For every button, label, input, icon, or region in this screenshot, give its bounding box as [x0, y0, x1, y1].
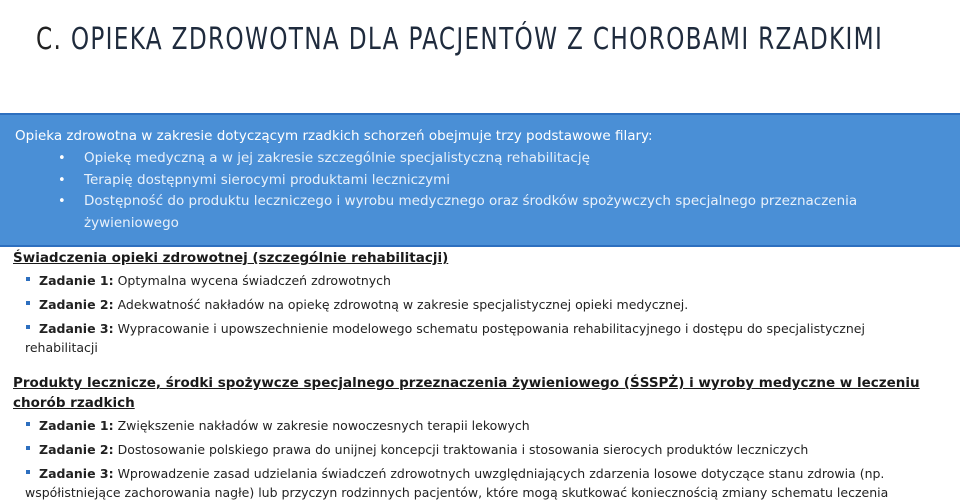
pillar-text: Terapię dostępnymi sierocymi produktami leczniczymi: [84, 171, 451, 188]
list-item: [26, 295, 865, 314]
task-text: Optymalna wycena świadczeń zdrowotnych: [113, 273, 391, 288]
square-bullet-icon: [26, 422, 30, 426]
task-text: Wprowadzenie zasad udzielania świadczeń zdrowotnych uwzględniających zdarzenia losowe dotyczące stanu zdrowia (np.: [113, 466, 885, 481]
heading-line: chorób rzadkich: [13, 395, 135, 411]
square-bullet-icon: [26, 325, 30, 329]
task-text-cont: współistniejące zachorowania nagłe) lub przyczyn rodzinnych pacjentów, które mogą skutkować koniecznością zmiany schematu leczenia: [25, 485, 889, 500]
heading-line: Produkty lecznicze, środki spożywcze specjalnego przeznaczenia żywieniowego (ŚSSPŻ) i wyroby medyczne w leczeniu: [13, 375, 920, 391]
task-text: Zwiększenie nakładów w zakresie nowoczesnych terapii lekowych: [113, 418, 530, 433]
bullet-icon: •: [58, 172, 66, 188]
list-item: [26, 440, 888, 459]
products-task-list: [26, 416, 888, 502]
task-label: Zadanie 3:: [39, 321, 114, 336]
task-label: Zadanie 1:: [39, 418, 114, 433]
square-bullet-icon: [26, 446, 30, 450]
services-task-list: [26, 271, 865, 357]
pillar-text: Dostępność do produktu leczniczego i wyrobu medycznego oraz środków spożywczych specjalnego przeznaczenia: [84, 193, 858, 209]
square-bullet-icon: [26, 301, 30, 305]
bullet-icon: •: [58, 194, 66, 209]
task-text: Adekwatność nakładów na opiekę zdrowotną w zakresie specjalistycznej opieki medycznej.: [113, 297, 689, 312]
title-text: OPIEKA ZDROWOTNA DLA PACJENTÓW Z CHOROBAMI RZADKIMI: [70, 22, 884, 57]
list-item: [26, 464, 888, 502]
list-item: [58, 191, 858, 234]
list-item: [26, 416, 888, 435]
list-item: [26, 319, 865, 357]
section-letter: C.: [36, 22, 63, 57]
bullet-icon: •: [58, 151, 66, 166]
section-heading-products: [13, 373, 920, 413]
square-bullet-icon: [26, 470, 30, 474]
task-label: Zadanie 1:: [39, 273, 114, 288]
pillar-text: Opiekę medyczną a w jej zakresie szczególnie specjalistyczną rehabilitację: [84, 150, 590, 166]
task-text-cont: rehabilitacji: [25, 340, 98, 355]
task-text: Dostosowanie polskiego prawa do unijnej koncepcji traktowania i stosowania sierocych produktów leczniczych: [113, 442, 809, 457]
band-intro: Opieka zdrowotna w zakresie dotyczącym rzadkich schorzeń obejmuje trzy podstawowe filary:: [15, 128, 653, 144]
list-item: [58, 148, 857, 170]
task-label: Zadanie 3:: [39, 466, 114, 481]
section-heading-services: Świadczenia opieki zdrowotnej (szczególnie rehabilitacji): [13, 250, 449, 266]
pillars-list: [58, 148, 858, 234]
list-item: [58, 170, 857, 192]
task-label: Zadanie 2:: [39, 442, 114, 457]
task-label: Zadanie 2:: [39, 297, 114, 312]
list-item: [26, 271, 865, 290]
task-text: Wypracowanie i upowszechnienie modelowego schematu postępowania rehabilitacyjnego i dostępu do specjalistycznej: [113, 321, 865, 336]
square-bullet-icon: [26, 277, 30, 281]
pillar-text-cont: żywieniowego: [84, 214, 179, 231]
slide-title: [36, 22, 883, 57]
